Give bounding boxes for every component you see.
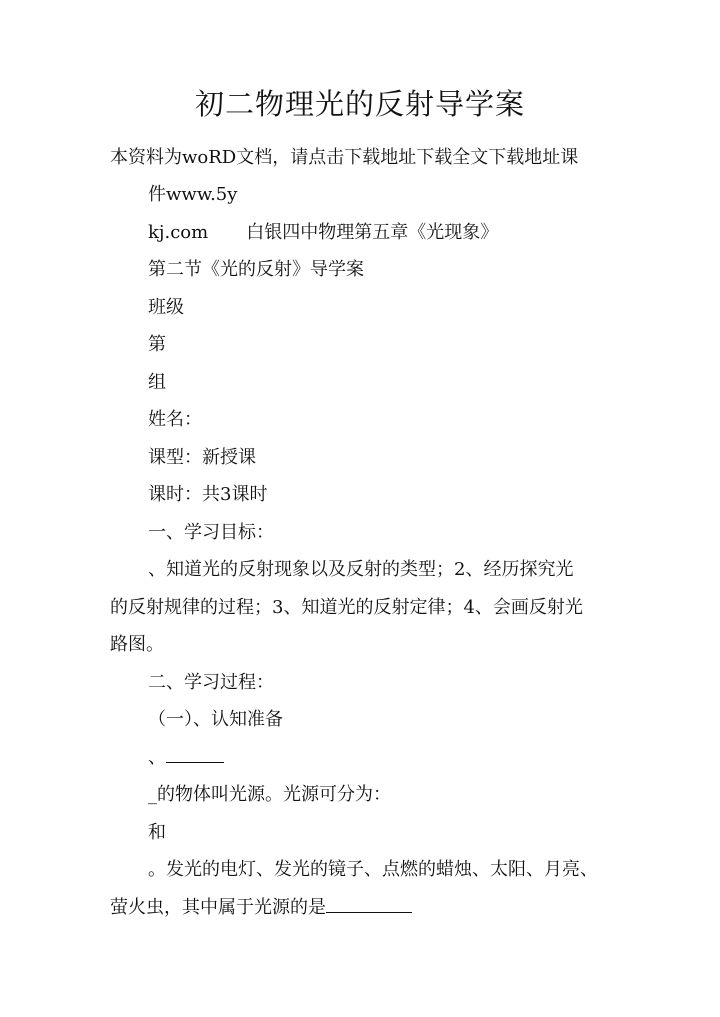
text-line: 路图。 xyxy=(110,634,164,655)
text-fragment: 、 xyxy=(148,747,166,768)
text-line: 第二节《光的反射》导学案 xyxy=(148,259,364,280)
text-line: _的物体叫光源。光源可分为： xyxy=(148,784,391,805)
text-line: 。发光的电灯、发光的镜子、点燃的蜡烛、太阳、月亮、 xyxy=(148,859,598,880)
text-line: 本资料为woRD文档，请点击下载地址下载全文下载地址课 xyxy=(110,147,579,168)
text-fragment: kj.com xyxy=(148,222,209,243)
text-line: 课型：新授课 xyxy=(148,447,256,468)
text-line: 组 xyxy=(148,372,166,393)
fill-blank xyxy=(166,746,224,763)
text-line: 姓名： xyxy=(148,409,202,430)
text-line: 第 xyxy=(148,334,166,355)
document-title: 初二物理光的反射导学案 xyxy=(194,87,525,121)
text-line: 班级 xyxy=(148,297,184,318)
text-fragment: 白银四中物理第五章《光现象》 xyxy=(246,222,499,243)
text-line: （一）、认知准备 xyxy=(148,709,283,730)
text-line: 的反射规律的过程；3、知道光的反射定律；4、会画反射光 xyxy=(110,597,583,618)
text-line xyxy=(148,746,224,770)
text-line: 课时：共3课时 xyxy=(148,484,268,505)
text-line: 、知道光的反射现象以及反射的类型；2、经历探究光 xyxy=(148,559,574,580)
text-line: 件www.5y xyxy=(148,184,238,205)
text-fragment: 萤火虫，其中属于光源的是 xyxy=(110,897,326,918)
text-line: 一、学习目标： xyxy=(148,522,274,543)
text-line: 二、学习过程： xyxy=(148,672,274,693)
fill-blank xyxy=(326,896,412,913)
text-line xyxy=(110,896,412,920)
text-line: 和 xyxy=(148,822,166,843)
text-line xyxy=(148,221,498,245)
